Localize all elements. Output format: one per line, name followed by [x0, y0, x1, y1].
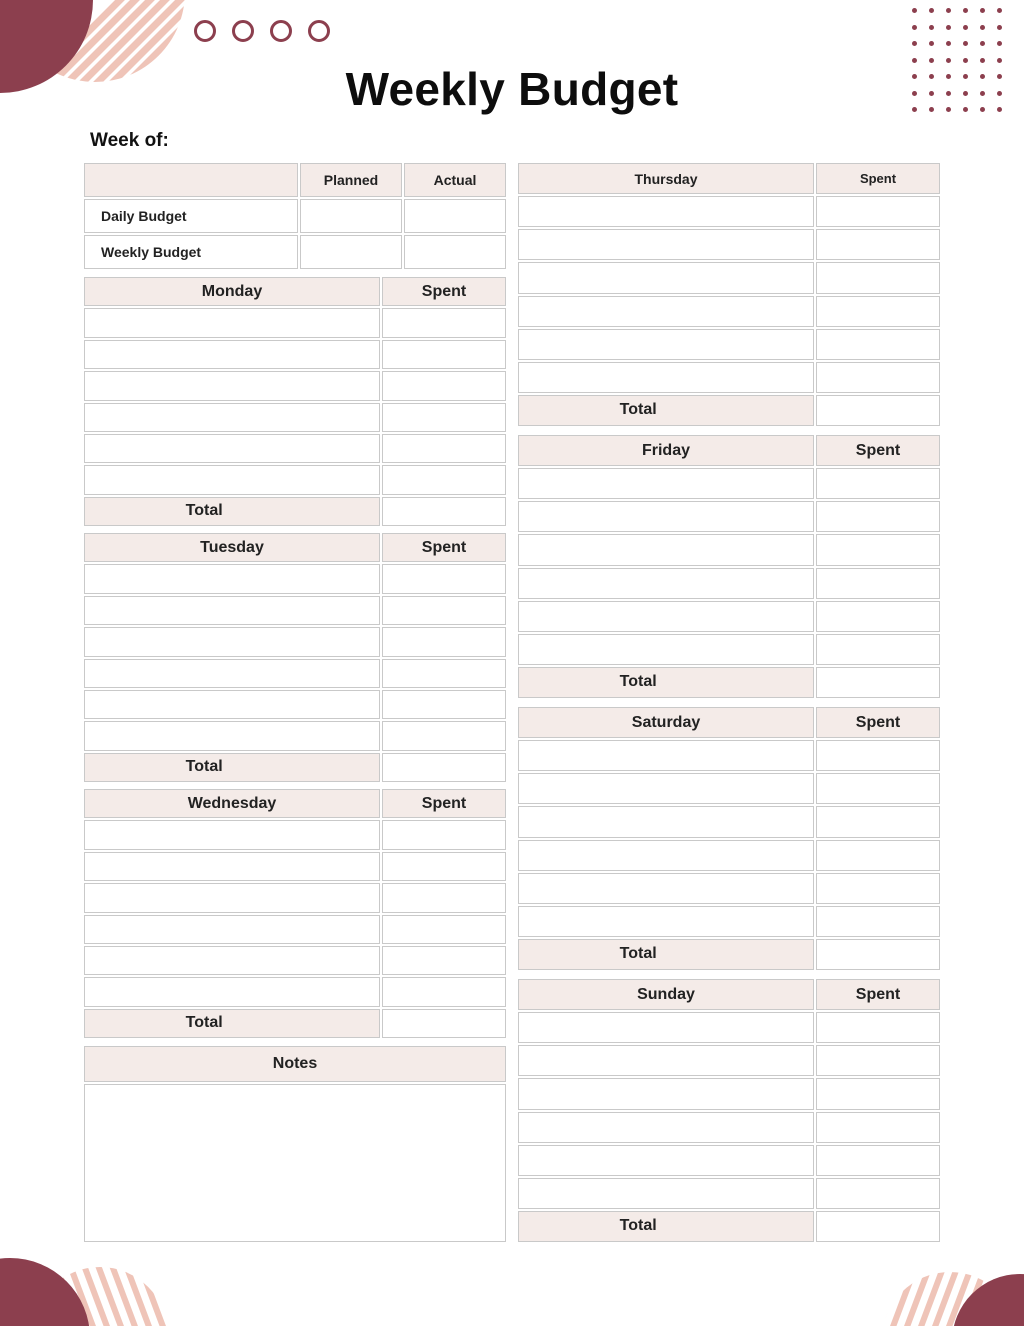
expense-amount-field[interactable]: [816, 468, 940, 499]
expense-amount-field[interactable]: [382, 946, 506, 975]
ring-icon: [194, 20, 216, 42]
expense-item-field[interactable]: [518, 1078, 814, 1109]
spent-header: Spent: [816, 163, 940, 194]
total-amount-field[interactable]: [382, 497, 506, 526]
expense-item-field[interactable]: [518, 229, 814, 260]
expense-amount-field[interactable]: [382, 465, 506, 494]
dot-decor: [997, 8, 1002, 13]
expense-item-field[interactable]: [518, 906, 814, 937]
day-section-wednesday: [84, 789, 506, 1038]
day-section-tuesday: [84, 533, 506, 782]
expense-amount-field[interactable]: [816, 1012, 940, 1043]
expense-item-field[interactable]: [518, 468, 814, 499]
expense-amount-field[interactable]: [816, 773, 940, 804]
expense-amount-field[interactable]: [816, 501, 940, 532]
expense-item-field[interactable]: [84, 820, 380, 849]
expense-amount-field[interactable]: [382, 977, 506, 1006]
dot-decor: [997, 25, 1002, 30]
dot-decor: [963, 8, 968, 13]
expense-item-field[interactable]: [518, 1178, 814, 1209]
dot-decor: [980, 41, 985, 46]
expense-amount-field[interactable]: [382, 564, 506, 593]
expense-item-field[interactable]: [518, 1112, 814, 1143]
expense-amount-field[interactable]: [816, 362, 940, 393]
dot-decor: [929, 25, 934, 30]
notes-header: Notes: [84, 1046, 506, 1082]
expense-amount-field[interactable]: [816, 806, 940, 837]
expense-item-field[interactable]: [518, 1045, 814, 1076]
expense-amount-field[interactable]: [816, 634, 940, 665]
expense-amount-field[interactable]: [816, 1078, 940, 1109]
day-section-sunday: [518, 979, 940, 1242]
day-section-monday: [84, 277, 506, 526]
spent-header: Spent: [816, 979, 940, 1010]
actual-header: Actual: [404, 163, 506, 197]
day-name-header: Wednesday: [84, 789, 380, 818]
expense-item-field[interactable]: [518, 634, 814, 665]
expense-item-field[interactable]: [84, 883, 380, 912]
budget-header-blank: [84, 163, 298, 197]
total-amount-field[interactable]: [816, 939, 940, 970]
dot-decor: [946, 25, 951, 30]
expense-item-field[interactable]: [84, 564, 380, 593]
expense-item-field[interactable]: [518, 196, 814, 227]
day-name-header: Tuesday: [84, 533, 380, 562]
expense-item-field[interactable]: [518, 534, 814, 565]
expense-amount-field[interactable]: [816, 873, 940, 904]
expense-amount-field[interactable]: [816, 296, 940, 327]
total-label: Total: [84, 1009, 380, 1038]
expense-amount-field[interactable]: [382, 627, 506, 656]
total-label: Total: [518, 667, 814, 698]
week-of-label: Week of:: [90, 130, 169, 151]
spent-header: Spent: [816, 707, 940, 738]
expense-item-field[interactable]: [84, 371, 380, 400]
day-section-saturday: [518, 707, 940, 970]
expense-amount-field[interactable]: [382, 596, 506, 625]
expense-amount-field[interactable]: [382, 403, 506, 432]
daily-budget-planned-field[interactable]: [300, 199, 402, 233]
expense-item-field[interactable]: [84, 308, 380, 337]
dot-decor: [946, 41, 951, 46]
dot-decor: [946, 8, 951, 13]
expense-item-field[interactable]: [518, 568, 814, 599]
day-section-thursday: [518, 163, 940, 426]
expense-item-field[interactable]: [84, 434, 380, 463]
expense-item-field[interactable]: [84, 915, 380, 944]
weekly-budget-planned-field[interactable]: [300, 235, 402, 269]
expense-amount-field[interactable]: [816, 740, 940, 771]
planned-header: Planned: [300, 163, 402, 197]
expense-item-field[interactable]: [518, 806, 814, 837]
total-amount-field[interactable]: [816, 667, 940, 698]
expense-item-field[interactable]: [84, 977, 380, 1006]
expense-amount-field[interactable]: [816, 1045, 940, 1076]
expense-item-field[interactable]: [84, 465, 380, 494]
expense-amount-field[interactable]: [382, 340, 506, 369]
weekly-budget-label: Weekly Budget: [84, 235, 298, 269]
dot-decor: [997, 41, 1002, 46]
expense-amount-field[interactable]: [816, 840, 940, 871]
expense-item-field[interactable]: [84, 659, 380, 688]
day-name-header: Friday: [518, 435, 814, 466]
expense-amount-field[interactable]: [382, 434, 506, 463]
day-name-header: Monday: [84, 277, 380, 306]
expense-amount-field[interactable]: [816, 906, 940, 937]
expense-item-field[interactable]: [84, 690, 380, 719]
page-title: Weekly Budget: [345, 63, 679, 115]
expense-amount-field[interactable]: [816, 1178, 940, 1209]
expense-amount-field[interactable]: [382, 883, 506, 912]
dot-decor: [912, 25, 917, 30]
blob-bottom-left: [0, 1258, 90, 1326]
expense-amount-field[interactable]: [816, 229, 940, 260]
expense-amount-field[interactable]: [816, 1112, 940, 1143]
expense-item-field[interactable]: [518, 329, 814, 360]
expense-amount-field[interactable]: [816, 1145, 940, 1176]
total-label: Total: [84, 497, 380, 526]
total-label: Total: [518, 1211, 814, 1242]
weekly-budget-actual-field[interactable]: [404, 235, 506, 269]
total-label: Total: [518, 395, 814, 426]
decor-bottom-right: [850, 1260, 1024, 1326]
total-amount-field[interactable]: [382, 1009, 506, 1038]
expense-item-field[interactable]: [84, 627, 380, 656]
expense-item-field[interactable]: [518, 840, 814, 871]
total-label: Total: [518, 939, 814, 970]
expense-amount-field[interactable]: [382, 308, 506, 337]
ring-icon: [270, 20, 292, 42]
total-label: Total: [84, 753, 380, 782]
expense-amount-field[interactable]: [382, 659, 506, 688]
daily-budget-label: Daily Budget: [84, 199, 298, 233]
ring-icon: [308, 20, 330, 42]
expense-item-field[interactable]: [84, 852, 380, 881]
day-name-header: Thursday: [518, 163, 814, 194]
expense-item-field[interactable]: [518, 262, 814, 293]
expense-amount-field[interactable]: [382, 820, 506, 849]
expense-item-field[interactable]: [84, 946, 380, 975]
expense-amount-field[interactable]: [382, 852, 506, 881]
dot-decor: [963, 41, 968, 46]
expense-amount-field[interactable]: [382, 371, 506, 400]
dot-decor: [929, 8, 934, 13]
expense-item-field[interactable]: [518, 362, 814, 393]
spent-header: Spent: [382, 277, 506, 306]
daily-budget-actual-field[interactable]: [404, 199, 506, 233]
dot-decor: [912, 41, 917, 46]
dot-decor: [980, 8, 985, 13]
expense-item-field[interactable]: [84, 340, 380, 369]
expense-amount-field[interactable]: [816, 601, 940, 632]
expense-amount-field[interactable]: [382, 721, 506, 750]
expense-amount-field[interactable]: [816, 262, 940, 293]
dot-decor: [980, 25, 985, 30]
spent-header: Spent: [382, 789, 506, 818]
expense-amount-field[interactable]: [382, 915, 506, 944]
decor-bottom-left: [0, 1240, 200, 1326]
expense-item-field[interactable]: [84, 403, 380, 432]
expense-item-field[interactable]: [518, 296, 814, 327]
expense-item-field[interactable]: [84, 596, 380, 625]
expense-amount-field[interactable]: [816, 534, 940, 565]
day-name-header: Sunday: [518, 979, 814, 1010]
dot-decor: [929, 41, 934, 46]
expense-item-field[interactable]: [518, 740, 814, 771]
expense-item-field[interactable]: [518, 601, 814, 632]
expense-amount-field[interactable]: [816, 196, 940, 227]
expense-item-field[interactable]: [518, 1012, 814, 1043]
total-amount-field[interactable]: [816, 1211, 940, 1242]
expense-amount-field[interactable]: [816, 568, 940, 599]
notes-area[interactable]: [84, 1084, 506, 1242]
expense-item-field[interactable]: [518, 1145, 814, 1176]
expense-amount-field[interactable]: [816, 329, 940, 360]
dot-decor: [963, 25, 968, 30]
expense-item-field[interactable]: [84, 721, 380, 750]
expense-item-field[interactable]: [518, 873, 814, 904]
expense-item-field[interactable]: [518, 501, 814, 532]
spent-header: Spent: [816, 435, 940, 466]
total-amount-field[interactable]: [382, 753, 506, 782]
ring-icon: [232, 20, 254, 42]
dot-decor: [912, 8, 917, 13]
spent-header: Spent: [382, 533, 506, 562]
expense-item-field[interactable]: [518, 773, 814, 804]
expense-amount-field[interactable]: [382, 690, 506, 719]
total-amount-field[interactable]: [816, 395, 940, 426]
day-name-header: Saturday: [518, 707, 814, 738]
day-section-friday: [518, 435, 940, 698]
